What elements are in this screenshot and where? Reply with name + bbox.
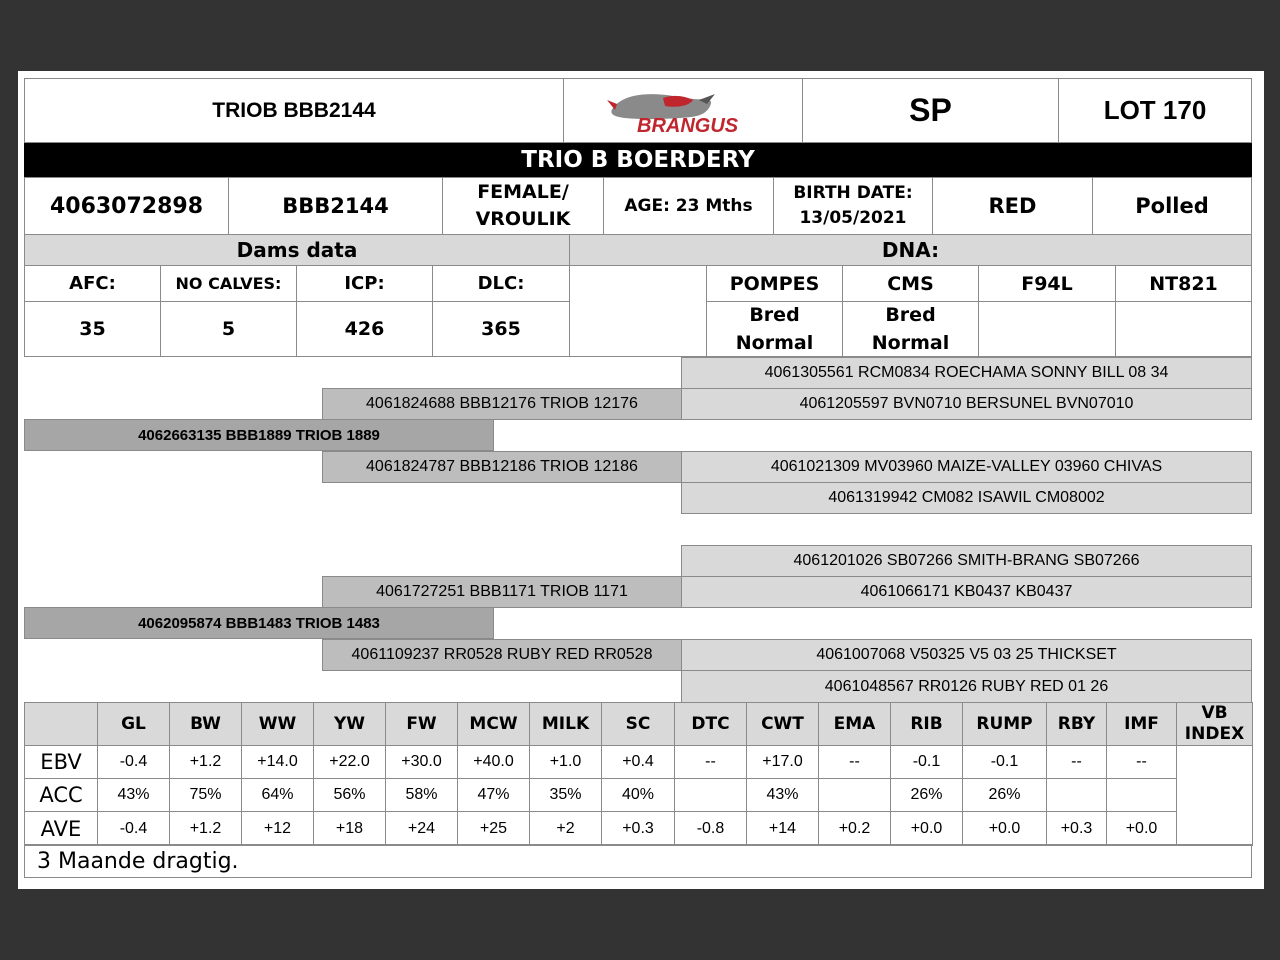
- birth-date-value: 13/05/2021: [799, 208, 907, 228]
- dna-value-cms-line1: Bred: [885, 304, 936, 326]
- dams-header-icp: ICP:: [296, 265, 433, 302]
- ebv-cell-ebv-mcw: +40.0: [457, 745, 530, 779]
- vb-index-line1: VB: [1201, 703, 1228, 723]
- ebv-cell-ebv-rump: -0.1: [962, 745, 1047, 779]
- ebv-header-rump: RUMP: [962, 702, 1047, 746]
- ebv-cell-ave-mcw: +25: [457, 811, 530, 846]
- category-label: SP: [802, 78, 1059, 143]
- registration-number: BBB2144: [228, 177, 443, 235]
- pedigree-sire-sire-sire: 4061305561 RCM0834 ROECHAMA SONNY BILL 08 34: [681, 357, 1252, 389]
- lot-card-page: [18, 71, 1264, 889]
- ebv-cell-ebv-milk: +1.0: [529, 745, 602, 779]
- ebv-cell-ave-bw: +1.2: [169, 811, 242, 846]
- ebv-header-mcw: MCW: [457, 702, 530, 746]
- pedigree-sire: 4062663135 BBB1889 TRIOB 1889: [24, 419, 494, 451]
- colour-field: RED: [932, 177, 1093, 235]
- age-field: AGE: 23 Mths: [603, 177, 774, 235]
- pedigree-dam-dam-dam: 4061048567 RR0126 RUBY RED 01 26: [681, 670, 1252, 703]
- dna-header-cms: CMS: [842, 265, 979, 302]
- ebv-header-imf: IMF: [1106, 702, 1177, 746]
- ebv-cell-ave-rib: +0.0: [890, 811, 963, 846]
- ebv-cell-acc-mcw: 47%: [457, 778, 530, 812]
- ebv-header-bw: BW: [169, 702, 242, 746]
- dams-header-no-calves: NO CALVES:: [160, 265, 297, 302]
- ebv-cell-ave-rby: +0.3: [1046, 811, 1107, 846]
- dams-header-dlc: DLC:: [432, 265, 570, 302]
- ebv-cell-ebv-rib: -0.1: [890, 745, 963, 779]
- ebv-cell-ebv-yw: +22.0: [313, 745, 386, 779]
- ebv-cell-acc-ww: 64%: [241, 778, 314, 812]
- dams-value-no-calves: 5: [160, 301, 297, 357]
- ebv-cell-ave-imf: +0.0: [1106, 811, 1177, 846]
- brangus-logo: [563, 78, 803, 143]
- dna-title: DNA:: [569, 234, 1252, 266]
- ebv-corner-cell: [24, 702, 98, 746]
- ebv-header-cwt: CWT: [746, 702, 819, 746]
- ebv-cell-acc-milk: 35%: [529, 778, 602, 812]
- ebv-cell-ave-ww: +12: [241, 811, 314, 846]
- dna-value-cms-line2: Normal: [871, 332, 950, 354]
- remarks: 3 Maande dragtig.: [24, 844, 1252, 878]
- ebv-cell-acc-rby: [1046, 778, 1107, 812]
- ebv-header-milk: MILK: [529, 702, 602, 746]
- svg-text:BRANGUS: BRANGUS: [637, 114, 739, 136]
- id-number: 4063072898: [24, 177, 229, 235]
- ebv-cell-acc-ema: [818, 778, 891, 812]
- ebv-cell-ebv-fw: +30.0: [385, 745, 458, 779]
- ebv-table: [24, 702, 1252, 845]
- animal-name: TRIOB BBB2144: [24, 78, 564, 143]
- ebv-cell-ave-rump: +0.0: [962, 811, 1047, 846]
- birth-date-label: BIRTH DATE:: [793, 183, 913, 203]
- ebv-header-ww: WW: [241, 702, 314, 746]
- ebv-cell-acc-imf: [1106, 778, 1177, 812]
- ebv-cell-ebv-sc: +0.4: [601, 745, 675, 779]
- dna-header-pompes: POMPES: [706, 265, 843, 302]
- dna-value-nt821: [1115, 301, 1252, 357]
- ebv-cell-acc-dtc: [674, 778, 747, 812]
- breeder-bar: TRIO B BOERDERY: [24, 143, 1252, 177]
- pedigree-dam-sire-dam: 4061066171 KB0437 KB0437: [681, 576, 1252, 608]
- sex-field: [442, 177, 604, 235]
- ebv-cell-acc-rump: 26%: [962, 778, 1047, 812]
- dna-value-pompes-line1: Bred: [749, 304, 800, 326]
- ebv-cell-ebv-dtc: --: [674, 745, 747, 779]
- ebv-header-rib: RIB: [890, 702, 963, 746]
- horn-status: Polled: [1092, 177, 1252, 235]
- dna-header-f94l: F94L: [978, 265, 1116, 302]
- ebv-cell-ave-milk: +2: [529, 811, 602, 846]
- ebv-cell-acc-bw: 75%: [169, 778, 242, 812]
- ebv-header-yw: YW: [313, 702, 386, 746]
- ebv-cell-ebv-ema: --: [818, 745, 891, 779]
- ebv-header-dtc: DTC: [674, 702, 747, 746]
- ebv-cell-ebv-rby: --: [1046, 745, 1107, 779]
- ebv-cell-ave-ema: +0.2: [818, 811, 891, 846]
- birth-date-field: [773, 177, 933, 235]
- ebv-header-rby: RBY: [1046, 702, 1107, 746]
- lot-card: [24, 78, 1252, 878]
- pedigree-sire-dam-sire: 4061021309 MV03960 MAIZE-VALLEY 03960 CHIVAS: [681, 451, 1252, 483]
- ebv-cell-ave-gl: -0.4: [97, 811, 170, 846]
- ebv-cell-ebv-gl: -0.4: [97, 745, 170, 779]
- dna-value-pompes-line2: Normal: [735, 332, 814, 354]
- lot-number: LOT 170: [1058, 78, 1252, 143]
- ebv-header-sc: SC: [601, 702, 675, 746]
- pedigree-dam-dam: 4061109237 RR0528 RUBY RED RR0528: [322, 639, 682, 671]
- ebv-cell-ave-dtc: -0.8: [674, 811, 747, 846]
- bull-logo-icon: [603, 86, 763, 136]
- vb-index-line2: INDEX: [1184, 724, 1245, 744]
- ebv-cell-ebv-cwt: +17.0: [746, 745, 819, 779]
- ebv-cell-acc-fw: 58%: [385, 778, 458, 812]
- ebv-cell-ave-fw: +24: [385, 811, 458, 846]
- dna-header-nt821: NT821: [1115, 265, 1252, 302]
- pedigree-sire-sire-dam: 4061205597 BVN0710 BERSUNEL BVN07010: [681, 388, 1252, 420]
- pedigree-dam-dam-sire: 4061007068 V50325 V5 03 25 THICKSET: [681, 639, 1252, 671]
- ebv-cell-ave-yw: +18: [313, 811, 386, 846]
- ebv-header-gl: GL: [97, 702, 170, 746]
- ebv-cell-acc-cwt: 43%: [746, 778, 819, 812]
- ebv-header-vb-index: [1176, 702, 1253, 746]
- pedigree-dam: 4062095874 BBB1483 TRIOB 1483: [24, 607, 494, 639]
- ebv-cell-acc-yw: 56%: [313, 778, 386, 812]
- ebv-cell-ebv-imf: --: [1106, 745, 1177, 779]
- ebv-header-ema: EMA: [818, 702, 891, 746]
- dams-header-afc: AFC:: [24, 265, 161, 302]
- ebv-cell-ebv-ww: +14.0: [241, 745, 314, 779]
- pedigree-dam-sire-sire: 4061201026 SB07266 SMITH-BRANG SB07266: [681, 545, 1252, 577]
- ebv-cell-ave-cwt: +14: [746, 811, 819, 846]
- pedigree-sire-dam-dam: 4061319942 CM082 ISAWIL CM08002: [681, 482, 1252, 514]
- ebv-cell-acc-gl: 43%: [97, 778, 170, 812]
- dams-value-afc: 35: [24, 301, 161, 357]
- dams-value-icp: 426: [296, 301, 433, 357]
- dna-blank-cell: [569, 265, 707, 357]
- dams-value-dlc: 365: [432, 301, 570, 357]
- ebv-cell-acc-sc: 40%: [601, 778, 675, 812]
- ebv-vb-index-value: [1176, 745, 1253, 846]
- pedigree-dam-sire: 4061727251 BBB1171 TRIOB 1171: [322, 576, 682, 608]
- dna-value-f94l: [978, 301, 1116, 357]
- dna-value-pompes: [706, 301, 843, 357]
- sex-line2: VROULIK: [475, 208, 571, 230]
- ebv-row-label-ave: AVE: [24, 811, 98, 846]
- pedigree-sire-sire: 4061824688 BBB12176 TRIOB 12176: [322, 388, 682, 420]
- ebv-cell-acc-rib: 26%: [890, 778, 963, 812]
- ebv-row-label-ebv: EBV: [24, 745, 98, 779]
- ebv-header-fw: FW: [385, 702, 458, 746]
- ebv-cell-ebv-bw: +1.2: [169, 745, 242, 779]
- sex-line1: FEMALE/: [477, 181, 569, 203]
- pedigree-sire-dam: 4061824787 BBB12186 TRIOB 12186: [322, 451, 682, 483]
- ebv-row-label-acc: ACC: [24, 778, 98, 812]
- ebv-cell-ave-sc: +0.3: [601, 811, 675, 846]
- dna-value-cms: [842, 301, 979, 357]
- dams-data-title: Dams data: [24, 234, 570, 266]
